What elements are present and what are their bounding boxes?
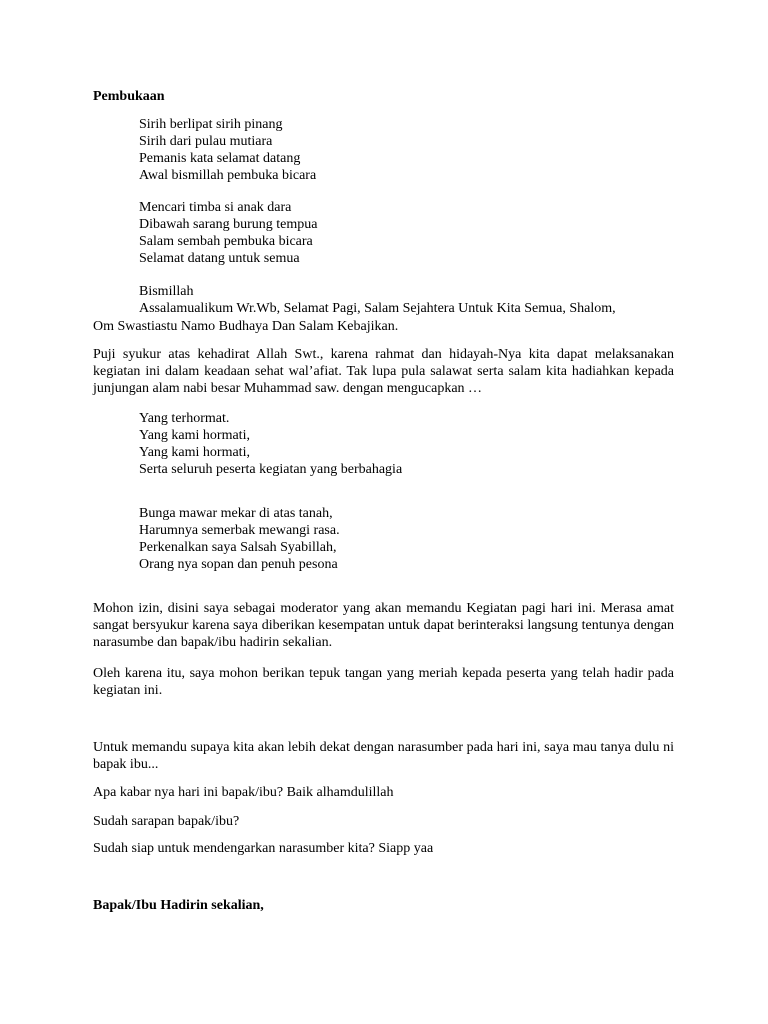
pantun-pembuka-2 bbox=[139, 199, 674, 267]
pantun-line: Sirih berlipat sirih pinang bbox=[139, 117, 283, 132]
line-apa-kabar: Apa kabar nya hari ini bapak/ibu? Baik alhamdulillah bbox=[93, 785, 394, 800]
pantun-line: Mencari timba si anak dara bbox=[139, 200, 292, 215]
pantun-line: Sirih dari pulau mutiara bbox=[139, 134, 273, 149]
salutation-line: Serta seluruh peserta kegiatan yang berbahagia bbox=[139, 462, 403, 477]
paragraph-untuk-memandu: Untuk memandu supaya kita akan lebih dekat dengan narasumber pada hari ini, saya mau tanya dulu ni bapak ibu... bbox=[93, 740, 674, 772]
salutations-list bbox=[139, 410, 674, 478]
pantun-perkenalan bbox=[139, 505, 674, 573]
paragraph-oleh-karena: Oleh karena itu, saya mohon berikan tepuk tangan yang meriah kepada peserta yang telah hadir pada kegiatan ini. bbox=[93, 666, 674, 698]
pantun-line: Pemanis kata selamat datang bbox=[139, 151, 301, 166]
paragraph-puji-syukur: Puji syukur atas kehadirat Allah Swt., karena rahmat dan hidayah-Nya kita dapat melaksanakan kegiatan ini dalam keadaan sehat wal’afiat. Tak lupa pula salawat serta salam kita hadiahkan kepada junjungan alam nabi besar Muhammad saw. dengan mengucapkan … bbox=[93, 347, 674, 396]
pantun-line: Selamat datang untuk semua bbox=[139, 251, 300, 266]
salam-line-2: Om Swastiastu Namo Budhaya Dan Salam Kebajikan. bbox=[93, 319, 399, 334]
heading-hadirin: Bapak/Ibu Hadirin sekalian, bbox=[93, 898, 264, 913]
line-sudah-siap: Sudah siap untuk mendengarkan narasumber kita? Siapp yaa bbox=[93, 841, 434, 856]
pantun-line: Orang nya sopan dan penuh pesona bbox=[139, 557, 338, 572]
pantun-pembuka-1 bbox=[139, 116, 674, 184]
pantun-line: Bunga mawar mekar di atas tanah, bbox=[139, 506, 333, 521]
salutation-line: Yang kami hormati, bbox=[139, 445, 250, 460]
pantun-line: Awal bismillah pembuka bicara bbox=[139, 168, 317, 183]
pantun-line: Harumnya semerbak mewangi rasa. bbox=[139, 523, 340, 538]
salutation-line: Yang terhormat. bbox=[139, 411, 230, 426]
pantun-line: Dibawah sarang burung tempua bbox=[139, 217, 318, 232]
salutation-line: Yang kami hormati, bbox=[139, 428, 250, 443]
line-sudah-sarapan: Sudah sarapan bapak/ibu? bbox=[93, 814, 240, 829]
heading-pembukaan: Pembukaan bbox=[93, 89, 165, 104]
paragraph-mohon-izin: Mohon izin, disini saya sebagai moderator yang akan memandu Kegiatan pagi hari ini. Merasa amat sangat bersyukur karena saya diberikan kesempatan untuk dapat berinteraksi langsung tentunya dengan narasumbe dan bapak/ibu hadirin sekalian. bbox=[93, 601, 674, 650]
salam-line-1: Assalamualikum Wr.Wb, Selamat Pagi, Salam Sejahtera Untuk Kita Semua, Shalom, bbox=[139, 301, 616, 316]
pantun-line: Salam sembah pembuka bicara bbox=[139, 234, 313, 249]
bismillah-text: Bismillah bbox=[139, 284, 194, 299]
pantun-line: Perkenalkan saya Salsah Syabillah, bbox=[139, 540, 337, 555]
